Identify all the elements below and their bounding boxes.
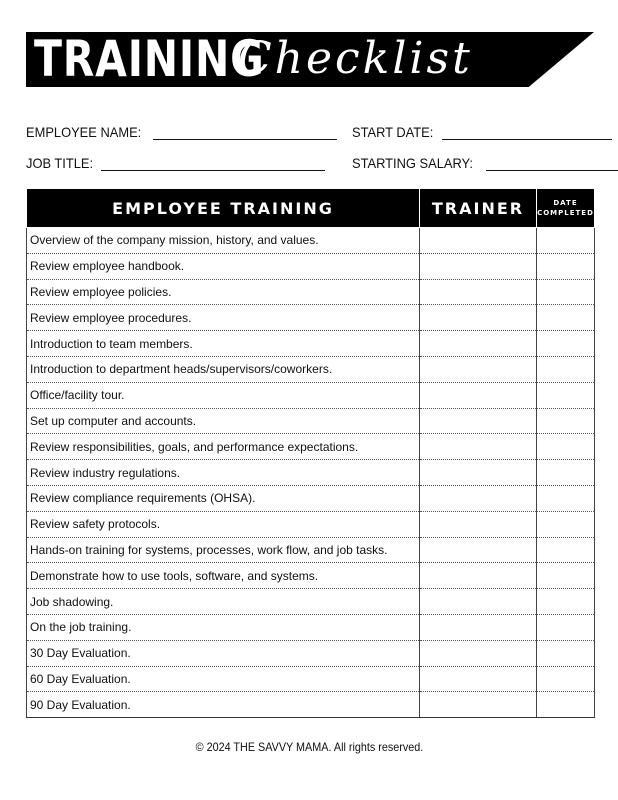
date-completed-cell[interactable]: [537, 382, 595, 408]
training-task: Overview of the company mission, history, and values.: [27, 228, 420, 254]
date-completed-cell[interactable]: [537, 228, 595, 254]
training-task: Review safety protocols.: [27, 511, 420, 537]
training-task: Job shadowing.: [27, 589, 420, 615]
trainer-cell[interactable]: [420, 228, 537, 254]
start-date-line[interactable]: [442, 125, 612, 140]
date-completed-header: DATE COMPLETED: [537, 189, 595, 228]
page-title: TRAINING: [34, 30, 265, 88]
trainer-cell[interactable]: [420, 485, 537, 511]
table-row: [27, 279, 595, 305]
table-row: [27, 434, 595, 460]
table-row: [27, 537, 595, 563]
trainer-cell[interactable]: [420, 279, 537, 305]
date-completed-cell[interactable]: [537, 511, 595, 537]
copyright-footer: [0, 740, 618, 754]
starting-salary-line[interactable]: [486, 156, 618, 171]
training-task: Hands-on training for systems, processes, work flow, and job tasks.: [27, 537, 420, 563]
trainer-cell[interactable]: [420, 640, 537, 666]
training-task: Office/facility tour.: [27, 382, 420, 408]
trainer-cell[interactable]: [420, 692, 537, 718]
training-task: Introduction to team members.: [27, 331, 420, 357]
date-completed-cell[interactable]: [537, 640, 595, 666]
training-task: On the job training.: [27, 614, 420, 640]
date-completed-cell[interactable]: [537, 563, 595, 589]
starting-salary-field[interactable]: [352, 155, 618, 171]
date-completed-cell[interactable]: [537, 485, 595, 511]
date-completed-cell[interactable]: [537, 460, 595, 486]
table-row: [27, 485, 595, 511]
starting-salary-label: STARTING SALARY:: [352, 155, 473, 171]
employee-name-field[interactable]: [26, 124, 337, 140]
date-completed-cell[interactable]: [537, 408, 595, 434]
training-task: Introduction to department heads/supervisors/coworkers.: [27, 356, 420, 382]
training-task: Review compliance requirements (OHSA).: [27, 485, 420, 511]
table-row: [27, 408, 595, 434]
job-title-field[interactable]: [26, 155, 325, 171]
training-task: Review employee policies.: [27, 279, 420, 305]
employee-training-header: EMPLOYEE TRAINING: [27, 189, 420, 228]
trainer-cell[interactable]: [420, 589, 537, 615]
employee-name-label: EMPLOYEE NAME:: [26, 124, 142, 140]
table-row: [27, 666, 595, 692]
table-row: [27, 253, 595, 279]
table-row: [27, 692, 595, 718]
training-task: Review employee handbook.: [27, 253, 420, 279]
date-completed-cell[interactable]: [537, 279, 595, 305]
table-row: [27, 382, 595, 408]
date-completed-cell[interactable]: [537, 589, 595, 615]
table-row: [27, 331, 595, 357]
trainer-header: TRAINER: [420, 189, 537, 228]
trainer-cell[interactable]: [420, 356, 537, 382]
training-task: 30 Day Evaluation.: [27, 640, 420, 666]
copyright-text: © 2024 THE SAVVY MAMA. All rights reserved.: [195, 740, 423, 754]
date-completed-cell[interactable]: [537, 305, 595, 331]
table-row: [27, 356, 595, 382]
table-row: [27, 460, 595, 486]
table-row: [27, 563, 595, 589]
date-completed-cell[interactable]: [537, 253, 595, 279]
trainer-cell[interactable]: [420, 666, 537, 692]
trainer-cell[interactable]: [420, 511, 537, 537]
table-row: [27, 305, 595, 331]
job-title-label: JOB TITLE:: [26, 155, 94, 171]
training-task: 60 Day Evaluation.: [27, 666, 420, 692]
training-task: Demonstrate how to use tools, software, and systems.: [27, 563, 420, 589]
table-header-row: [27, 189, 595, 228]
trainer-cell[interactable]: [420, 408, 537, 434]
date-completed-cell[interactable]: [537, 537, 595, 563]
date-completed-cell[interactable]: [537, 666, 595, 692]
table-row: [27, 228, 595, 254]
trainer-cell[interactable]: [420, 460, 537, 486]
training-task: Set up computer and accounts.: [27, 408, 420, 434]
training-task: Review employee procedures.: [27, 305, 420, 331]
start-date-label: START DATE:: [352, 124, 434, 140]
employee-name-line[interactable]: [153, 125, 337, 140]
date-completed-cell[interactable]: [537, 356, 595, 382]
date-completed-cell[interactable]: [537, 614, 595, 640]
trainer-cell[interactable]: [420, 253, 537, 279]
date-completed-cell[interactable]: [537, 331, 595, 357]
table-body: [27, 228, 595, 718]
job-title-line[interactable]: [101, 156, 325, 171]
table-row: [27, 640, 595, 666]
training-task: Review industry regulations.: [27, 460, 420, 486]
training-task: 90 Day Evaluation.: [27, 692, 420, 718]
trainer-cell[interactable]: [420, 537, 537, 563]
training-checklist-table: [26, 188, 595, 718]
table-row: [27, 511, 595, 537]
trainer-cell[interactable]: [420, 382, 537, 408]
trainer-cell[interactable]: [420, 331, 537, 357]
date-completed-cell[interactable]: [537, 692, 595, 718]
training-task: Review responsibilities, goals, and performance expectations.: [27, 434, 420, 460]
trainer-cell[interactable]: [420, 614, 537, 640]
start-date-field[interactable]: [352, 124, 612, 140]
date-completed-cell[interactable]: [537, 434, 595, 460]
table-row: [27, 614, 595, 640]
page-title-script: Checklist: [238, 33, 473, 84]
trainer-cell[interactable]: [420, 305, 537, 331]
trainer-cell[interactable]: [420, 434, 537, 460]
table-row: [27, 589, 595, 615]
trainer-cell[interactable]: [420, 563, 537, 589]
